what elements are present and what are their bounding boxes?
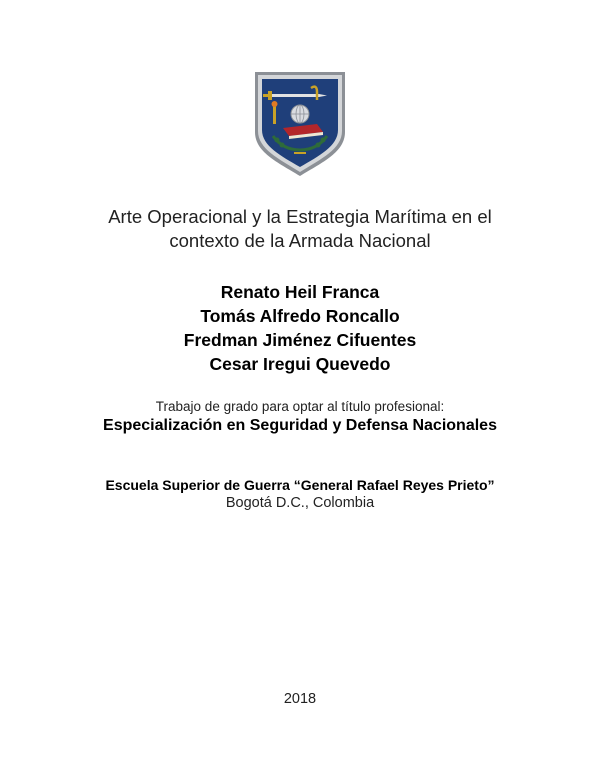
degree-title: Especialización en Seguridad y Defensa Nacionales — [103, 417, 497, 434]
publication-year: 2018 — [283, 691, 317, 707]
author-name: Renato Heil Franca — [220, 282, 380, 302]
thesis-title-line-2: contexto de la Armada Nacional — [169, 230, 431, 251]
author-list — [0, 280, 600, 376]
author-name: Cesar Iregui Quevedo — [209, 354, 391, 374]
author-name: Tomás Alfredo Roncallo — [200, 306, 400, 326]
degree-intro-text: Trabajo de grado para optar al título profesional: — [155, 399, 445, 414]
thesis-title — [0, 205, 600, 253]
naval-academy-shield-icon — [253, 70, 347, 178]
thesis-title-line-1: Arte Operacional y la Estrategia Marítima en el — [108, 206, 492, 227]
school-name: Escuela Superior de Guerra “General Rafael Reyes Prieto” — [105, 477, 495, 493]
city-location: Bogotá D.C., Colombia — [225, 495, 375, 511]
author-name: Fredman Jiménez Cifuentes — [183, 330, 417, 350]
